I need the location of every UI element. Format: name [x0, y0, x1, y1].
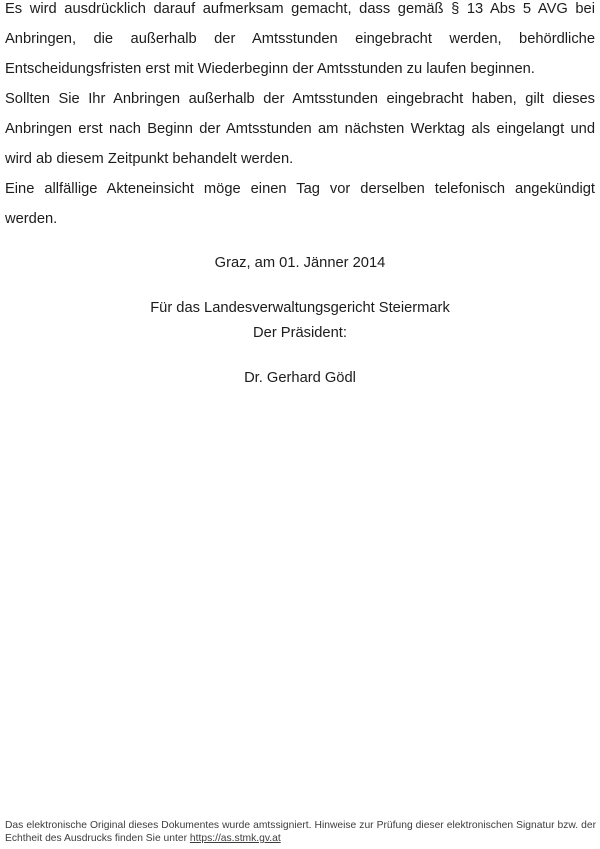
footer-link[interactable]: https://as.stmk.gv.at: [189, 833, 281, 844]
body-paragraph: Sollten Sie Ihr Anbringen außerhalb der Amtsstunden eingebracht haben, gilt dieses Anbringen erst nach Beginn der Amtsstunden am nächsten Werktag als eingelangt und wird ab diesem Zeitpunkt behandelt werden.: [5, 91, 595, 167]
dateline: Graz, am 01. Jänner 2014: [214, 255, 386, 271]
body-paragraph: Eine allfällige Akteneinsicht möge einen Tag vor derselben telefonisch angekündigt werden.: [5, 181, 595, 227]
signature-organization: Für das Landesverwaltungsgericht Steiermark: [150, 300, 450, 316]
body-paragraph: Es wird ausdrücklich darauf aufmerksam gemacht, dass gemäß § 13 Abs 5 AVG bei Anbringen, die außerhalb der Amtsstunden eingebracht werden, behördliche Entscheidungsfristen erst mit Wiederbeginn der Amtsstunden zu laufen beginnen.: [5, 1, 595, 77]
signature-name: Dr. Gerhard Gödl: [244, 370, 356, 386]
footer-text: Das elektronische Original dieses Dokumentes wurde amtssigniert. Hinweise zur Prüfung dieser elektronischen Signatur bzw. der Echtheit des Ausdrucks finden Sie unter: [5, 820, 596, 844]
body-text: [5, 0, 595, 234]
footer-note: [5, 819, 596, 845]
signature-role: Der Präsident:: [253, 325, 347, 341]
signature-block: [0, 296, 600, 391]
